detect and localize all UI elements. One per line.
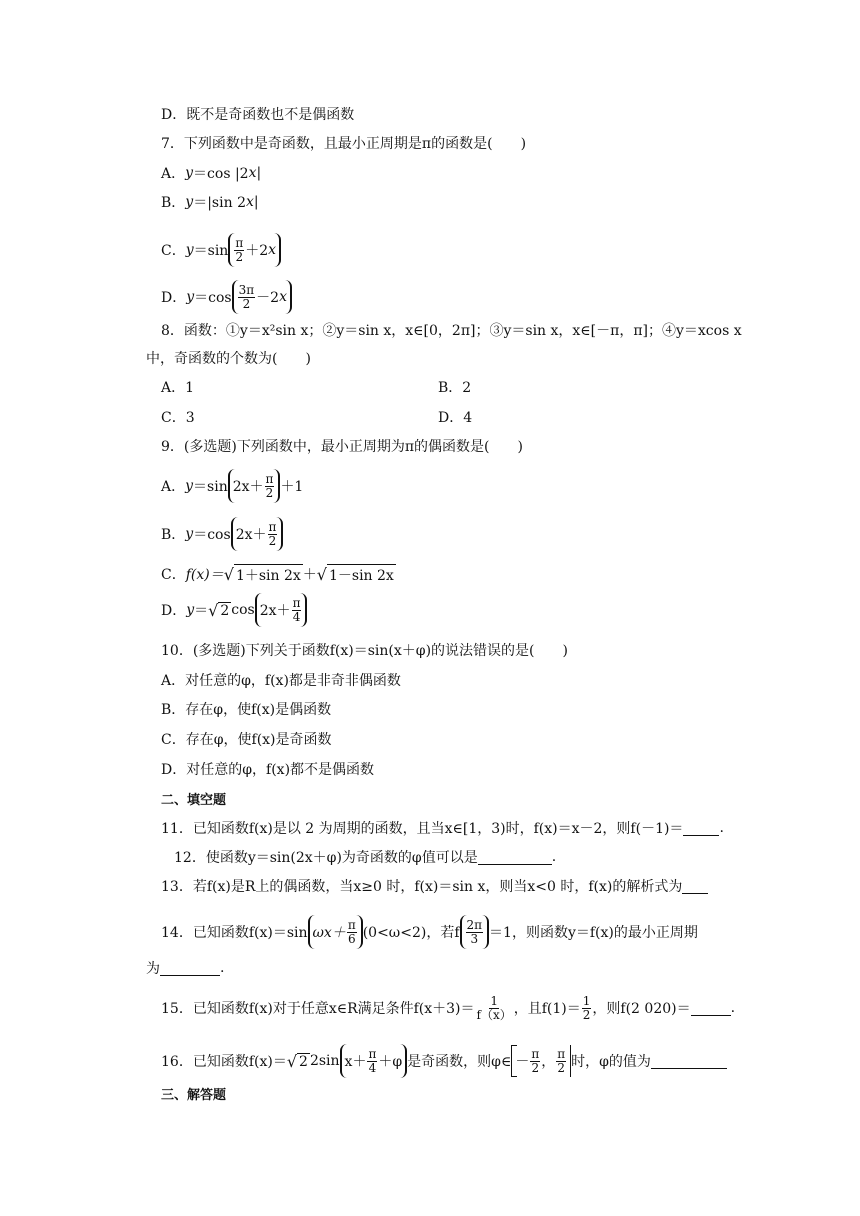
question-16: 16．已知函数f(x)＝ √ 2 2sin x＋ $\frac{\pi}{4}$ ＋φ 是奇函数，则φ∈ － $\frac{\pi}{2}$ ， $\frac{\pi}{2}$ 时，φ的值为 (161, 1038, 727, 1084)
fraction: $\frac{\pi}{2}$ (268, 519, 277, 548)
fraction: $\frac{1}{2}$ (582, 993, 591, 1022)
parenthesis: x＋ $\frac{\pi}{4}$ ＋φ (340, 1044, 408, 1078)
answer-blank[interactable] (478, 850, 552, 865)
question-9-option-d: D． y ＝ √ 2 cos 2x＋ $\frac{\pi}{4}$ (161, 588, 307, 632)
answer-blank[interactable] (160, 961, 220, 976)
answer-blank[interactable] (682, 879, 708, 894)
question-14: 14．已知函数f(x)＝sin ωx＋ $\frac{\pi}{6}$ (0<ω<2)，若f $\frac{2\pi}{3}$ ＝1，则函数y＝f(x)的最小正周期 (161, 909, 698, 955)
answer-blank[interactable] (691, 1001, 731, 1016)
question-7-option-d: D． y ＝cos $\frac{3\pi}{2}$ －2 x (161, 275, 292, 319)
radical-sign: √ (208, 600, 219, 620)
parenthesis (460, 915, 490, 949)
radical-sign: √ (286, 1051, 298, 1071)
question-11: 11．已知函数f(x)是以 2 为周期的函数，且当x∈[1，3)时，f(x)＝x－2，则f(－1)＝ . (161, 820, 724, 837)
question-10-option-c: C．存在φ，使f(x)是奇函数 (161, 732, 332, 748)
question-7-option-a: A． y ＝cos |2 x | (161, 165, 262, 182)
fraction: $\frac{\pi}{4}$ (292, 595, 301, 624)
answer-blank[interactable] (683, 821, 719, 836)
question-8-stem: 8．函数：①y＝x²sin x；②y＝sin x，x∈[0，2π]；③y＝sin x，x∈[－π，π]；④y＝xcos x (161, 323, 742, 339)
question-8-option-b: B．2 (438, 380, 472, 396)
question-10-option-d: D．对任意的φ，f(x)都不是偶函数 (161, 762, 375, 778)
fraction: $\frac{\pi}{2}$ (265, 471, 274, 500)
radical-sign: √ (223, 564, 234, 584)
fraction: $\frac{\pi}{2}$ (557, 1046, 566, 1075)
section-solve-problems: 三、解答题 (161, 1087, 227, 1103)
parenthesis: ωx＋ $\frac{\pi}{6}$ (308, 915, 363, 949)
parenthesis: $\frac{\pi}{2}$ ＋2 x (228, 233, 281, 267)
parenthesis: 2x＋ $\frac{\pi}{2}$ (231, 517, 284, 551)
question-12: 12．使函数y＝sin(2x＋φ)为奇函数的φ值可以是 . (174, 849, 557, 866)
fraction: $\frac{2\pi}{3}$ (466, 917, 483, 946)
question-7-option-c: C． y ＝sin $\frac{\pi}{2}$ ＋2 x (161, 228, 281, 272)
question-10-stem: 10．(多选题)下列关于函数f(x)＝sin(x＋φ)的说法错误的是( ) (161, 643, 568, 659)
parenthesis: 2x＋ $\frac{\pi}{2}$ (228, 469, 281, 503)
interval-bracket: － $\frac{\pi}{2}$ ， $\frac{\pi}{2}$ (511, 1045, 571, 1077)
fraction: $\frac{\pi}{6}$ (347, 917, 356, 946)
question-13: 13．若f(x)是R上的偶函数，当x≥0 时，f(x)＝sin x，则当x<0 时，f(x)的解析式为 (161, 873, 708, 899)
question-9-option-b: B． y ＝cos 2x＋ $\frac{\pi}{2}$ (161, 512, 283, 556)
question-9-stem: 9．(多选题)下列函数中，最小正周期为π的偶函数是( ) (161, 439, 523, 455)
fraction: $\frac{1}{f(x)}$ (476, 993, 512, 1022)
question-8-option-d: D．4 (438, 410, 473, 426)
parenthesis: $\frac{3\pi}{2}$ －2 x (232, 280, 292, 314)
fraction: $\frac{\pi}{2}$ (235, 235, 244, 264)
question-9-option-c: C． f(x)＝ √ 1＋sin 2x ＋ √ 1－sin 2x (161, 564, 394, 584)
question-15: 15．已知函数f(x)对于任意x∈R满足条件f(x＋3)＝ $\frac{1}{f(x)}$ ，且f(1)＝ $\frac{1}{2}$ ，则f(2 020)＝ . (161, 993, 736, 1022)
question-6-option-d: D．既不是奇函数也不是偶函数 (161, 107, 355, 123)
answer-blank[interactable] (651, 1054, 727, 1069)
question-9-option-a: A． y ＝sin 2x＋ $\frac{\pi}{2}$ ＋1 (161, 464, 303, 508)
parenthesis: 2x＋ $\frac{\pi}{4}$ (255, 593, 308, 627)
question-8-option-c: C．3 (161, 410, 195, 426)
fraction: $\frac{3\pi}{2}$ (238, 282, 255, 311)
question-7-stem: 7．下列函数中是奇函数，且最小正周期是π的函数是( ) (161, 136, 527, 152)
radical-sign: √ (316, 564, 327, 584)
question-7-option-b: B． y ＝|sin 2 x | (161, 194, 259, 211)
fraction: $\frac{\pi}{2}$ (531, 1046, 540, 1075)
fraction: $\frac{\pi}{4}$ (368, 1046, 377, 1075)
question-8-option-a: A．1 (161, 380, 195, 396)
question-10-option-b: B．存在φ，使f(x)是偶函数 (161, 702, 332, 718)
question-14-cont: 为 . (146, 960, 225, 977)
question-10-option-a: A．对任意的φ，f(x)都是非奇非偶函数 (161, 673, 401, 689)
section-fill-in-blanks: 二、填空题 (161, 792, 227, 808)
question-8-stem-cont: 中，奇函数的个数为( ) (146, 351, 311, 367)
